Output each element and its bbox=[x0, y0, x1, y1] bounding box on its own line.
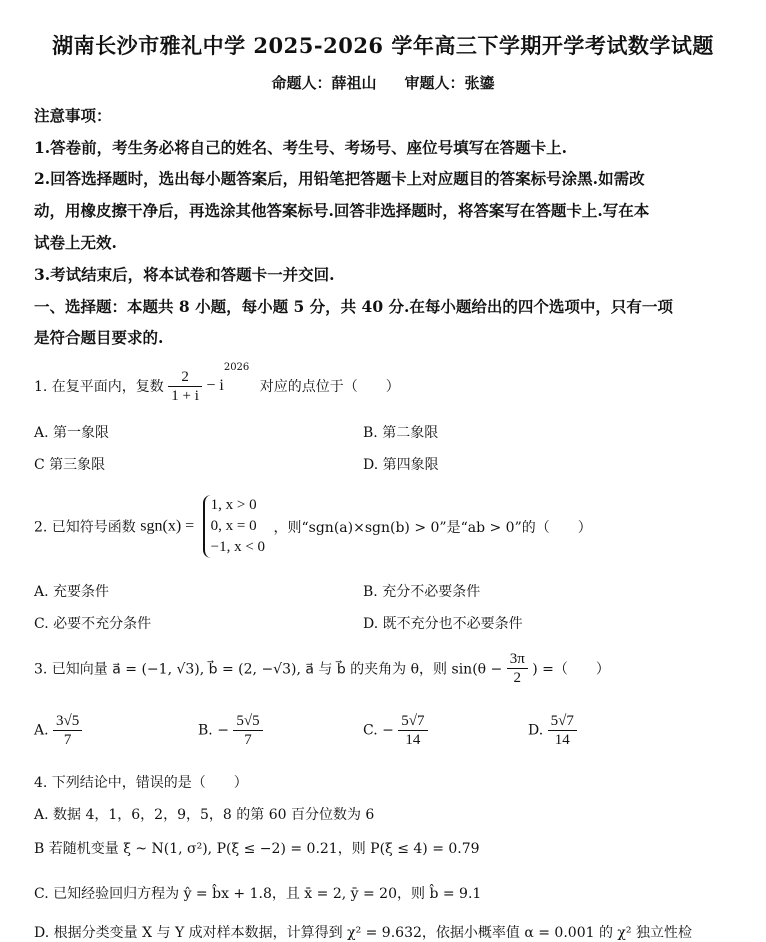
notes-heading: 注意事项： bbox=[34, 106, 112, 125]
q3-a-label: A. bbox=[34, 722, 49, 739]
q4-option-d: D. 根据分类变量 X 与 Y 成对样本数据，计算得到 χ² = 9.632，依据小概率值 α = 0.001 的 χ² 独立性检 bbox=[34, 925, 692, 941]
q3-fraction bbox=[507, 650, 528, 687]
question-2-stem bbox=[34, 495, 592, 558]
q3-c-label: C. − bbox=[363, 722, 394, 739]
q3-c-den: 14 bbox=[398, 730, 427, 749]
q3-d-fraction bbox=[548, 712, 577, 749]
q3-c-num: 5√7 bbox=[401, 713, 425, 729]
q3-d-num: 5√7 bbox=[550, 713, 574, 729]
q2-stem-before: 2. 已知符号函数 bbox=[34, 519, 136, 536]
q4-option-b: B 若随机变量 ξ ~ N(1, σ²), P(ξ ≤ −2) = 0.21，则 P(ξ ≤ 4) = 0.79 bbox=[34, 841, 480, 857]
q3-b-num: 5√5 bbox=[236, 713, 260, 729]
q1-option-a: A. 第一象限 bbox=[34, 425, 110, 441]
q4-option-c: C. 已知经验回归方程为 ŷ = b̂x + 1.8，且 x̄ = 2, ȳ = 20，则 b̂ = 9.1 bbox=[34, 886, 482, 902]
setter: 命题人：薛祖山 bbox=[271, 74, 377, 92]
reviewer: 审题人：张鎏 bbox=[404, 74, 495, 92]
q2-option-a: A. 充要条件 bbox=[34, 584, 110, 600]
question-4-stem: 4. 下列结论中，错误的是（ ） bbox=[34, 775, 248, 791]
q2-case-1: 1, x > 0 bbox=[210, 497, 257, 513]
q1-option-d: D. 第四象限 bbox=[363, 457, 439, 473]
q3-option-c bbox=[363, 712, 428, 749]
q1-denominator: 1 + i bbox=[168, 386, 202, 405]
q2-option-d: D. 既不充分也不必要条件 bbox=[363, 616, 523, 632]
q3-d-den: 14 bbox=[548, 730, 577, 749]
q1-stem-after: 对应的点位于（ ） bbox=[259, 379, 400, 395]
section-heading-line-1: 一、选择题：本题共 8 小题，每小题 5 分，共 40 分.在每小题给出的四个选项中，只有一项 bbox=[34, 297, 673, 316]
q3-b-label: B. − bbox=[198, 722, 229, 739]
question-1-stem bbox=[34, 362, 400, 405]
q3-a-num: 3√5 bbox=[56, 713, 80, 729]
exam-title: 湖南长沙市雅礼中学 2025-2026 学年高三下学期开学考试数学试题 bbox=[52, 33, 714, 58]
q2-case-3: −1, x < 0 bbox=[210, 539, 266, 555]
q1-stem-before: 1. 在复平面内，复数 bbox=[34, 379, 164, 395]
q2-piecewise bbox=[203, 495, 265, 558]
section-heading-line-2: 是符合题目要求的. bbox=[34, 328, 164, 347]
note-item-2-line-3: 试卷上无效. bbox=[34, 233, 117, 252]
q3-b-den: 7 bbox=[233, 730, 262, 749]
q3-b-fraction bbox=[233, 712, 262, 749]
q3-option-a bbox=[34, 712, 82, 749]
q1-fraction bbox=[168, 368, 202, 405]
q4-option-a: A. 数据 4，1，6，2，9，5，8 的第 60 百分位数为 6 bbox=[34, 807, 375, 823]
q1-exponent: 2026 bbox=[223, 362, 250, 373]
question-3-stem bbox=[34, 650, 610, 687]
q3-a-den: 7 bbox=[53, 730, 82, 749]
q3-option-d bbox=[528, 712, 577, 749]
q3-option-b bbox=[198, 712, 263, 749]
note-item-3: 3.考试结束后，将本试卷和答题卡一并交回. bbox=[34, 265, 335, 284]
q2-option-c: C. 必要不充分条件 bbox=[34, 616, 152, 632]
q2-case-2: 0, x = 0 bbox=[210, 518, 257, 534]
q3-stem-after: ) =（ ） bbox=[532, 661, 610, 678]
q2-option-b: B. 充分不必要条件 bbox=[363, 584, 481, 600]
q3-a-fraction bbox=[53, 712, 82, 749]
note-item-1: 1.答卷前，考生务必将自己的姓名、考生号、考场号、座位号填写在答题卡上. bbox=[34, 138, 568, 157]
q3-stem-before: 3. 已知向量 a⃗ = (−1, √3), b⃗ = (2, −√3), a⃗ 与 b⃗ 的夹角为 θ，则 sin(θ − bbox=[34, 661, 503, 678]
q2-stem-after: ，则“sgn(a)×sgn(b) > 0”是“ab > 0”的（ ） bbox=[273, 519, 592, 536]
q3-frac-den: 2 bbox=[507, 668, 528, 687]
q1-option-c: C 第三象限 bbox=[34, 457, 106, 473]
q2-function: sgn(x) = bbox=[140, 517, 195, 535]
q3-frac-num: 3π bbox=[509, 651, 525, 667]
note-item-2-line-2: 动，用橡皮擦干净后，再选涂其他答案标号.回答非选择题时，将答案写在答题卡上.写在本 bbox=[34, 201, 650, 220]
q3-c-fraction bbox=[398, 712, 427, 749]
authors-line bbox=[0, 72, 766, 93]
q3-d-label: D. bbox=[528, 722, 544, 739]
note-item-2-line-1: 2.回答选择题时，选出每小题答案后，用铅笔把答题卡上对应题目的答案标号涂黑.如需改 bbox=[34, 169, 645, 188]
q1-numerator: 2 bbox=[181, 368, 189, 385]
q1-minus-i: − i bbox=[206, 377, 224, 394]
q1-option-b: B. 第二象限 bbox=[363, 425, 439, 441]
